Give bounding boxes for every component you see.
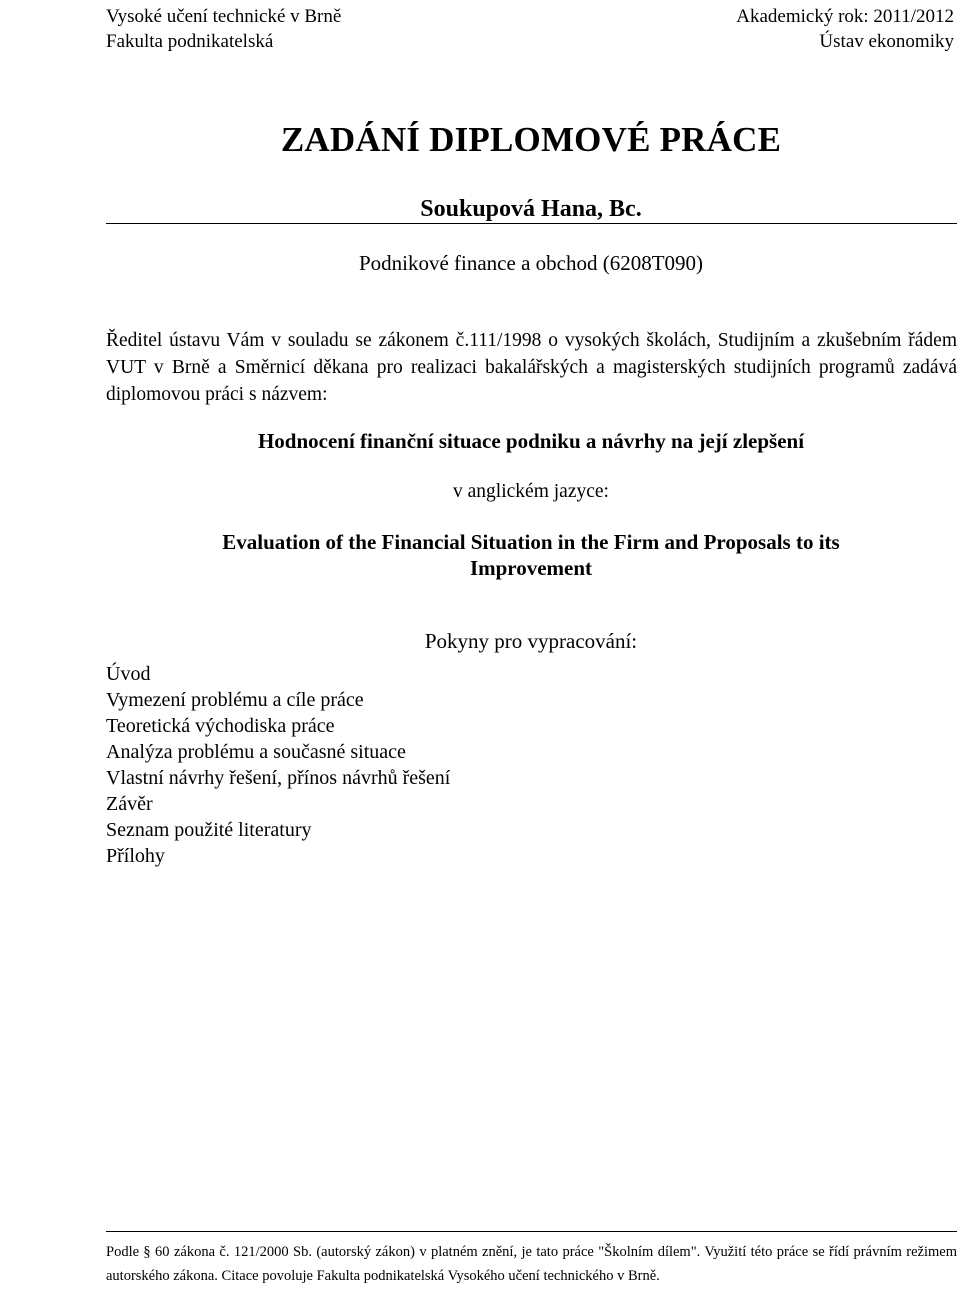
footer-divider — [106, 1231, 957, 1232]
outline-item: Analýza problému a současné situace — [106, 741, 406, 763]
guidelines-heading: Pokyny pro vypracování: — [424, 629, 638, 653]
outline-item: Závěr — [106, 793, 153, 815]
thesis-title-english: Evaluation of the Financial Situation in the Firm and Proposals to its Improvement — [222, 530, 840, 580]
header-right — [736, 4, 954, 54]
institute-name: Ústav ekonomiky — [819, 31, 954, 52]
student-name: Soukupová Hana, Bc. — [420, 196, 642, 222]
outline-item: Seznam použité literatury — [106, 819, 312, 841]
copyright-footer: Podle § 60 zákona č. 121/2000 Sb. (autorský zákon) v platném znění, je tato práce "Školním dílem". Využití této práce se řídí právním režimem autorského zákona. Citace povoluje Fakulta podnikatelská Vysokého učení technického v Brně. — [106, 1244, 957, 1284]
outline-item: Přílohy — [106, 845, 165, 867]
study-program: Podnikové finance a obchod (6208T090) — [358, 251, 704, 275]
outline-item: Vlastní návrhy řešení, přínos návrhů řešení — [106, 767, 451, 789]
title-divider — [106, 223, 957, 224]
faculty-name: Fakulta podnikatelská — [106, 31, 274, 52]
header-left — [106, 4, 341, 54]
document-title: ZADÁNÍ DIPLOMOVÉ PRÁCE — [280, 120, 782, 159]
outline-item: Teoretická východiska práce — [106, 715, 335, 737]
outline-item: Úvod — [106, 663, 151, 685]
outline-list — [106, 661, 450, 869]
thesis-title-czech: Hodnocení finanční situace podniku a návrhy na její zlepšení — [257, 429, 805, 453]
english-language-label: v anglickém jazyce: — [453, 481, 609, 502]
outline-item: Vymezení problému a cíle práce — [106, 689, 364, 711]
academic-year: Akademický rok: 2011/2012 — [736, 6, 954, 27]
university-name: Vysoké učení technické v Brně — [106, 6, 342, 27]
intro-paragraph: Ředitel ústavu Vám v souladu se zákonem č.111/1998 o vysokých školách, Studijním a zkušebním řádem VUT v Brně a Směrnicí děkana pro realizaci bakalářských a magisterských studijních programů zadává diplomovou práci s názvem: — [106, 330, 957, 405]
